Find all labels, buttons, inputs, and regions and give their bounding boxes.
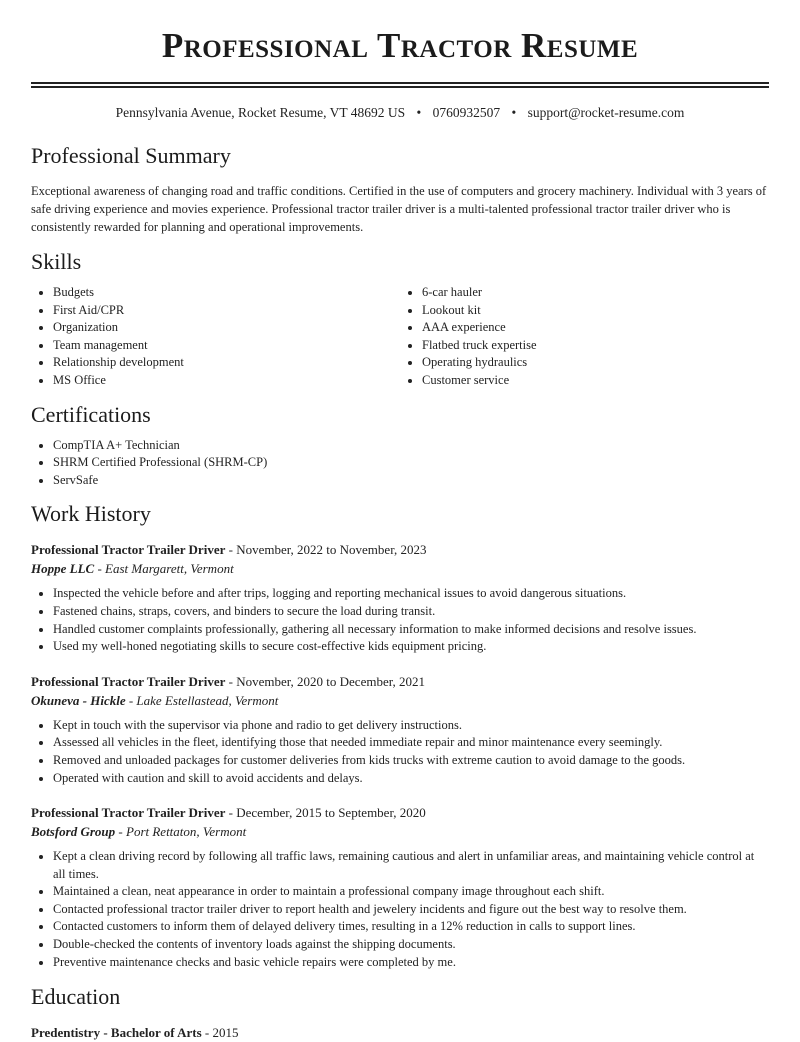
job-location: - Port Rettaton, Vermont: [115, 824, 247, 840]
title-rule-top: [31, 82, 769, 84]
job-title: Professional Tractor Trailer Driver: [31, 542, 226, 558]
skill-item: • First Aid/CPR: [53, 302, 400, 320]
skill-item: • Relationship development: [53, 354, 400, 372]
job-duty: • Double-checked the contents of inventory loads against the shipping documents.: [53, 936, 769, 954]
skill-item: • Flatbed truck expertise: [422, 337, 769, 355]
education-degree: Bachelor of Arts: [110, 1025, 202, 1041]
job-duty: • Contacted customers to inform them of delayed delivery times, resulting in a 12% reduction in calls to support lines.: [53, 918, 769, 936]
education-dash: -: [100, 1025, 111, 1041]
skill-item: • Team management: [53, 337, 400, 355]
resume-title: Professional Tractor Resume: [161, 26, 639, 65]
education-heading: Education: [31, 984, 121, 1010]
job-duty: • Removed and unloaded packages for customer deliveries from kids trucks with extreme caution to avoid damage to the goods.: [53, 752, 769, 770]
job-entry: [31, 540, 769, 655]
skill-item: • 6-car hauler: [422, 284, 769, 302]
summary-heading: Professional Summary: [31, 143, 231, 168]
job-company-line: [31, 691, 769, 711]
job-duty: • Kept a clean driving record by following all traffic laws, remaining cautious and alert in unfamiliar areas, and maintaining vehicle control at all times.: [53, 848, 769, 883]
education-entry: [31, 1023, 769, 1042]
skills-column-right: [400, 284, 769, 390]
job-duty: • Preventive maintenance checks and basic vehicle repairs were completed by me.: [53, 954, 769, 972]
contact-line: [0, 105, 800, 121]
skills-list: [31, 284, 769, 390]
job-duty: • Contacted professional tractor trailer driver to report health and jewelery incidents and figure out the best way to resolve them.: [53, 901, 769, 919]
job-title-line: [31, 672, 769, 691]
skills-heading: Skills: [31, 249, 82, 274]
job-duty: • Inspected the vehicle before and after trips, logging and reporting mechanical issues to avoid dangerous situations.: [53, 585, 769, 603]
job-location: - Lake Estellastead, Vermont: [125, 692, 279, 708]
skill-item: • Customer service: [422, 372, 769, 390]
job-location: - East Margarett, Vermont: [94, 561, 234, 577]
skill-item: • Lookout kit: [422, 302, 769, 320]
job-duty: • Operated with caution and skill to avoid accidents and delays.: [53, 770, 769, 788]
work-history-heading: Work History: [31, 501, 151, 527]
resume-content: [31, 140, 769, 1042]
certification-item: • CompTIA A+ Technician: [53, 437, 769, 455]
skill-item: • Budgets: [53, 284, 400, 302]
job-title: Professional Tractor Trailer Driver: [31, 805, 226, 821]
job-title-line: [31, 803, 769, 822]
job-company: Okuneva - Hickle: [31, 692, 126, 708]
skill-item: • AAA experience: [422, 319, 769, 337]
education-section: [31, 981, 769, 1042]
education-dash: -: [201, 1025, 213, 1041]
title-rule-bottom: [31, 86, 769, 88]
job-duty: • Used my well-honed negotiating skills to secure cost-effective kids equipment pricing.: [53, 638, 769, 656]
certifications-heading: Certifications: [31, 401, 151, 427]
job-dates: - November, 2020 to December, 2021: [225, 673, 426, 689]
job-entry: [31, 803, 769, 971]
summary-text: Exceptional awareness of changing road and traffic conditions. Certified in the use of computers and grocery machinery. Individual with 3 years of safe driving experience and movies experience. Professional tractor trailer driver is a multi-talented professional tractor trailer driver who is consistently rewarded for planning and operational improvements.: [31, 184, 767, 234]
education-year: 2015: [212, 1025, 239, 1041]
job-dates: - November, 2022 to November, 2023: [225, 542, 427, 558]
job-duty: • Fastened chains, straps, covers, and binders to secure the load during transit.: [53, 603, 769, 621]
job-company-line: [31, 822, 769, 842]
skill-item: • Organization: [53, 319, 400, 337]
contact-separator: •: [511, 105, 517, 120]
job-title: Professional Tractor Trailer Driver: [31, 673, 226, 689]
skill-item: • Operating hydraulics: [422, 354, 769, 372]
education-field: Predentistry: [31, 1025, 101, 1041]
job-company-line: [31, 559, 769, 579]
certifications-list: [31, 437, 769, 490]
job-company: Hoppe LLC: [31, 561, 95, 577]
skill-item: • MS Office: [53, 372, 400, 390]
job-dates: - December, 2015 to September, 2020: [225, 805, 426, 821]
contact-email[interactable]: support@rocket-resume.com: [527, 105, 685, 120]
skills-column-left: [31, 284, 400, 390]
job-duties: [31, 717, 769, 787]
contact-address: Pennsylvania Avenue, Rocket Resume, VT 48692 US: [115, 105, 406, 120]
job-entry: [31, 672, 769, 787]
job-duty: • Handled customer complaints professionally, gathering all necessary information to make informed decisions and resolve issues.: [53, 621, 769, 639]
job-company: Botsford Group: [31, 824, 116, 840]
job-duty: • Maintained a clean, neat appearance in order to maintain a professional company image throughout each shift.: [53, 883, 769, 901]
job-duty: • Kept in touch with the supervisor via phone and radio to get delivery instructions.: [53, 717, 769, 735]
contact-separator: •: [416, 105, 422, 120]
job-title-line: [31, 540, 769, 559]
certification-item: • SHRM Certified Professional (SHRM-CP): [53, 454, 769, 472]
certification-item: • ServSafe: [53, 472, 769, 490]
job-duty: • Assessed all vehicles in the fleet, identifying those that needed immediate repair and minor maintenance every seemingly.: [53, 734, 769, 752]
job-duties: [31, 585, 769, 655]
contact-phone: 0760932507: [432, 105, 501, 120]
job-duties: [31, 848, 769, 971]
